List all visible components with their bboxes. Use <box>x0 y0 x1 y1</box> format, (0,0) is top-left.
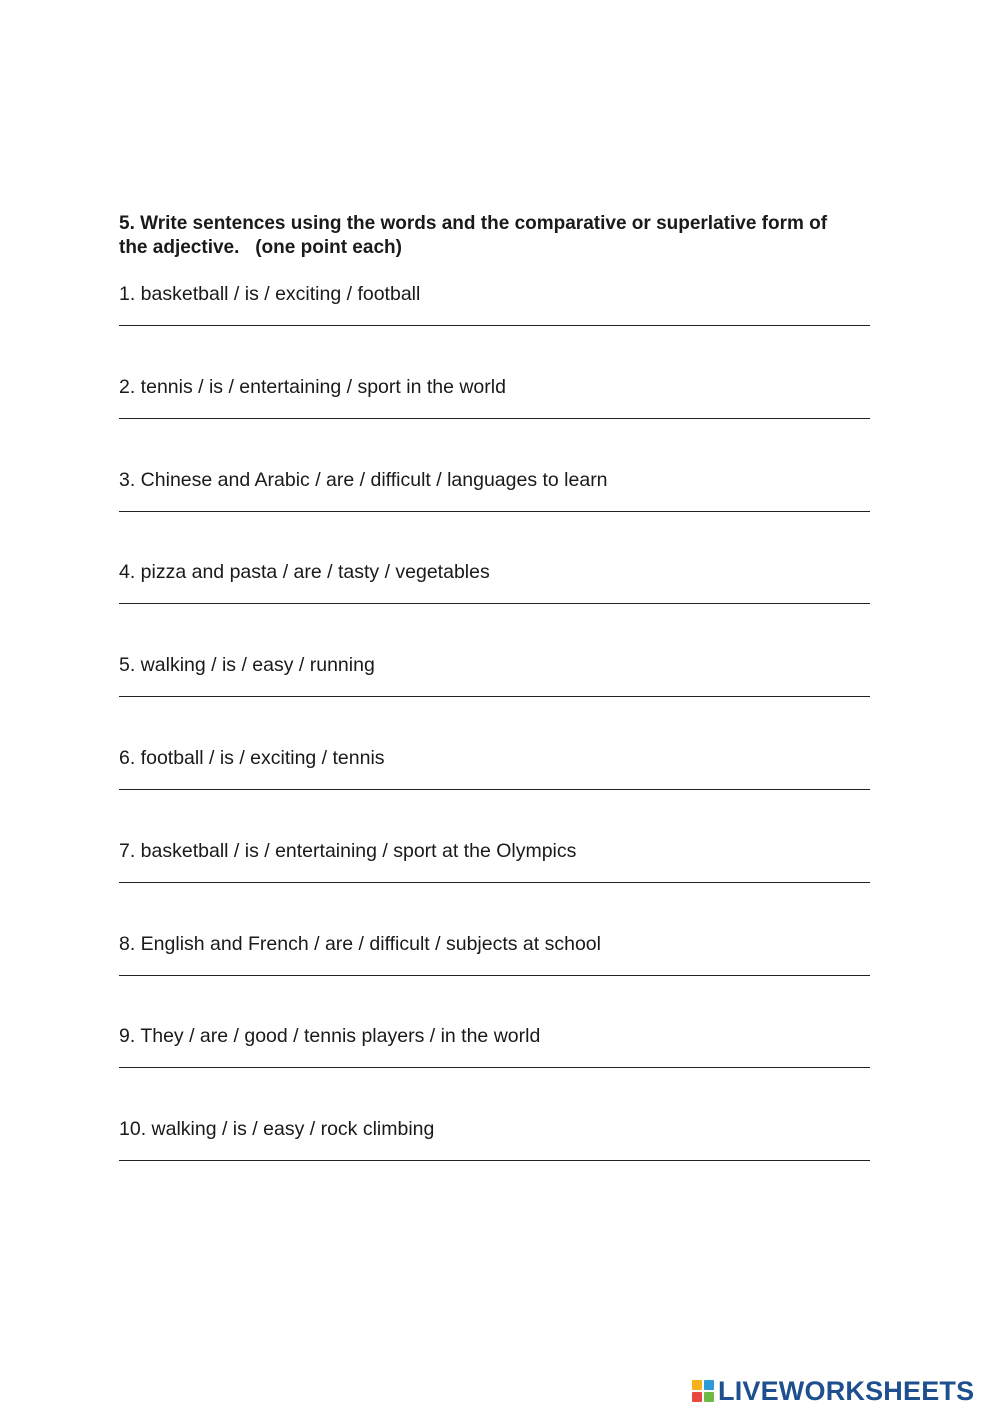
exercise-items <box>119 282 871 1210</box>
logo-block <box>704 1380 714 1390</box>
item-prompt: 7. basketball / is / entertaining / sport at the Olympics <box>119 839 577 862</box>
logo-block <box>692 1380 702 1390</box>
item-prompt: 1. basketball / is / exciting / football <box>119 283 421 305</box>
item-prompt: 2. tennis / is / entertaining / sport in the world <box>119 375 506 398</box>
exercise-item-2 <box>119 375 871 468</box>
exercise-item-7 <box>119 839 871 932</box>
item-prompt: 10. walking / is / easy / rock climbing <box>119 1118 435 1141</box>
item-prompt: 9. They / are / good / tennis players / in the world <box>119 1025 541 1048</box>
answer-line[interactable] <box>119 603 870 604</box>
exercise-item-8 <box>119 932 871 1025</box>
answer-line[interactable] <box>119 975 870 976</box>
exercise-item-10 <box>119 1117 871 1210</box>
answer-line[interactable] <box>119 696 870 697</box>
logo-block <box>704 1392 714 1402</box>
exercise-item-1 <box>119 282 871 375</box>
answer-line[interactable] <box>119 1067 870 1068</box>
instructions-line-2: the adjective. (one point each) <box>119 237 402 258</box>
exercise-item-5 <box>119 653 871 746</box>
answer-line[interactable] <box>119 789 870 790</box>
item-prompt: 3. Chinese and Arabic / are / difficult / languages to learn <box>119 468 608 491</box>
exercise-item-4 <box>119 560 871 653</box>
item-prompt: 8. English and French / are / difficult / subjects at school <box>119 932 601 955</box>
item-prompt: 5. walking / is / easy / running <box>119 654 375 677</box>
answer-line[interactable] <box>119 1160 870 1161</box>
answer-line[interactable] <box>119 511 870 512</box>
exercise-item-9 <box>119 1024 871 1117</box>
item-prompt: 6. football / is / exciting / tennis <box>119 746 385 769</box>
exercise-item-6 <box>119 746 871 839</box>
answer-line[interactable] <box>119 325 870 326</box>
instructions-line-1: 5. Write sentences using the words and the comparative or superlative form of <box>119 213 828 234</box>
exercise-item-3 <box>119 468 871 561</box>
answer-line[interactable] <box>119 418 870 419</box>
logo-blocks-icon <box>692 1380 714 1402</box>
answer-line[interactable] <box>119 882 870 883</box>
liveworksheets-logo <box>692 1377 974 1405</box>
logo-block <box>692 1392 702 1402</box>
exercise-instructions <box>119 212 879 260</box>
item-prompt: 4. pizza and pasta / are / tasty / vegetables <box>119 561 490 584</box>
logo-wordmark: LIVEWORKSHEETS <box>718 1376 975 1406</box>
